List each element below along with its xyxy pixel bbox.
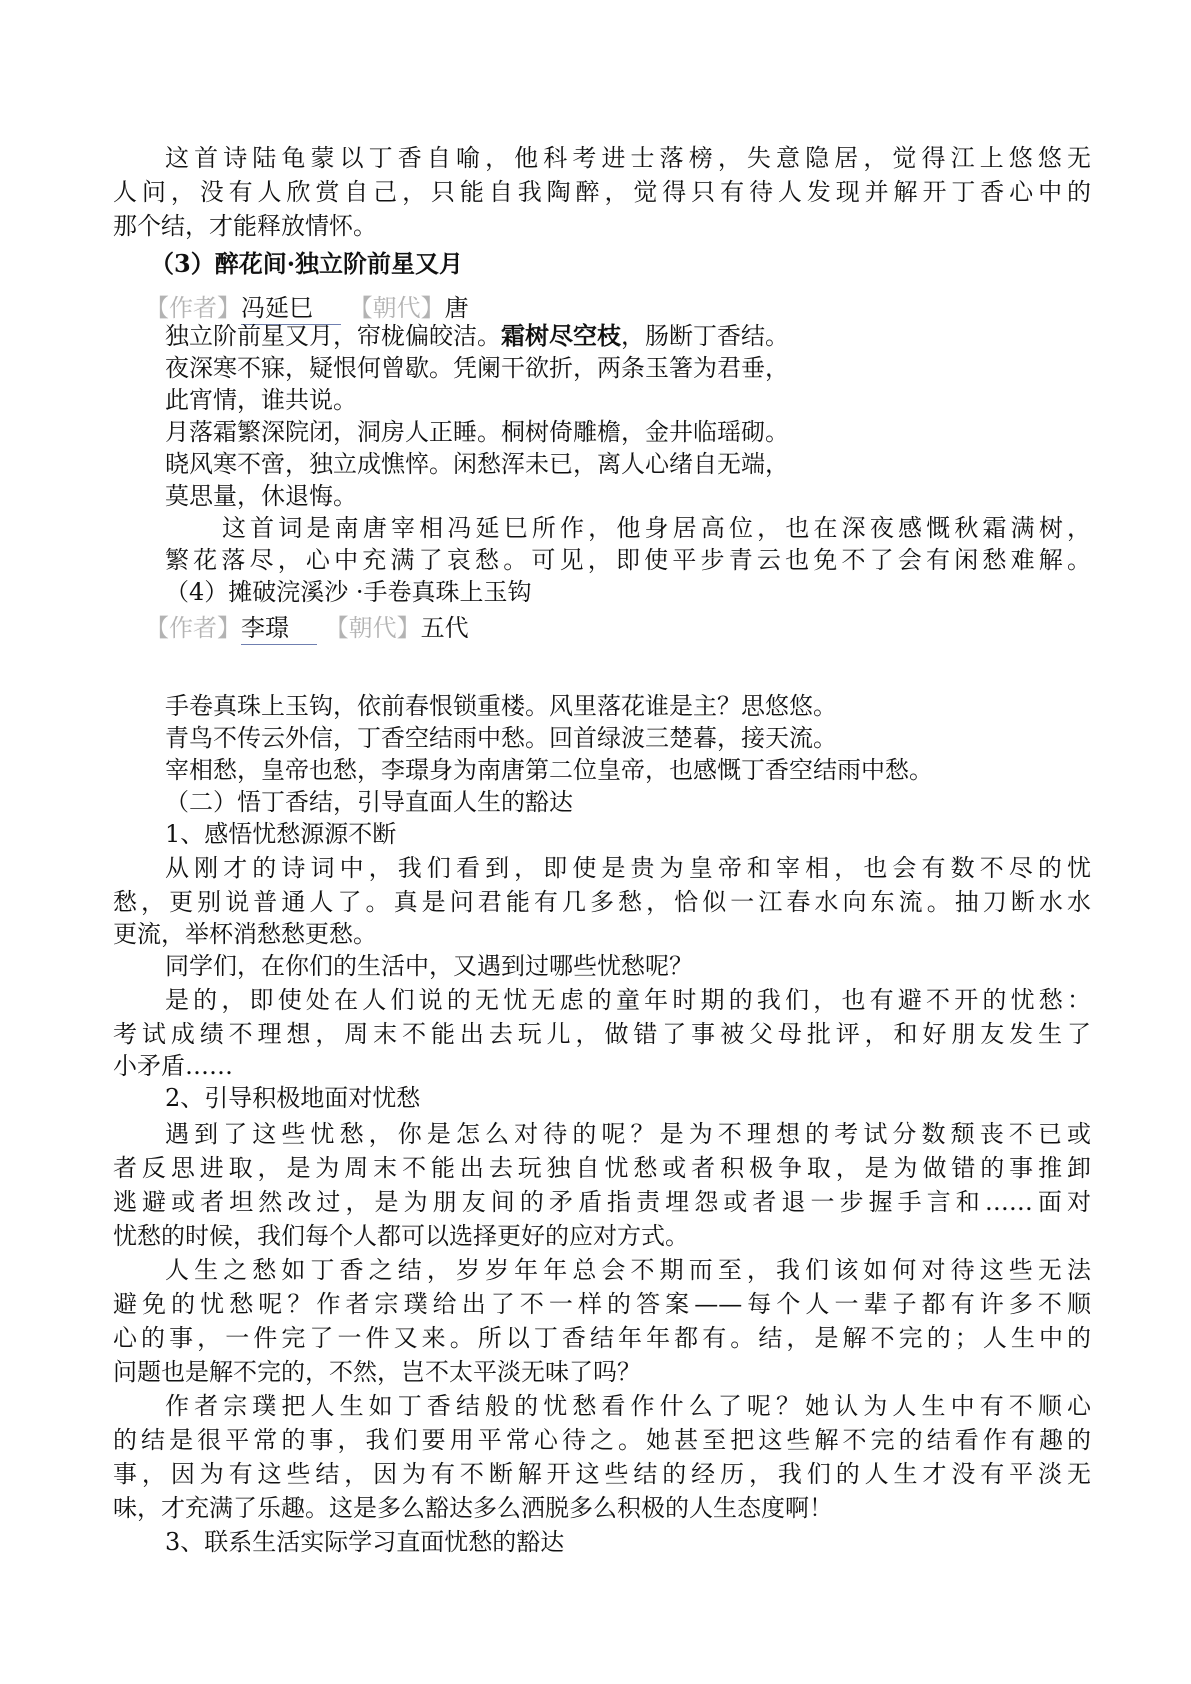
poem3-line-1-c: ，肠断丁香结。	[621, 322, 789, 350]
poem4-dynasty-label: 【朝代】	[324, 614, 421, 642]
poem4-meta	[145, 612, 469, 645]
poem3-dynasty: 唐	[444, 294, 469, 322]
section2-p6-line-2: 的结是很平常的事，我们要用平常心待之。她甚至把这些解不完的结看作有趣的	[113, 1426, 1091, 1454]
section2-p5-line-2: 避免的忧愁呢？作者宗璞给出了不一样的答案——每个人一辈子都有许多不顺	[113, 1290, 1091, 1318]
poem4-title: （4）摊破浣溪沙 ·手卷真珠上玉钩	[165, 578, 532, 606]
intro-line-3: 那个结，才能释放情怀。	[113, 212, 377, 240]
section2-title: （二）悟丁香结，引导直面人生的豁达	[165, 788, 573, 816]
poem3-author: 冯延巳	[241, 292, 341, 325]
intro-line-1: 这首诗陆龟蒙以丁香自喻，他科考进士落榜，失意隐居，觉得江上悠悠无	[165, 144, 1091, 172]
poem4-author: 李璟	[241, 612, 317, 645]
section2-sub3: 3、联系生活实际学习直面忧愁的豁达	[165, 1528, 565, 1556]
section2-p5-line-1: 人生之愁如丁香之结，岁岁年年总会不期而至，我们该如何对待这些无法	[165, 1256, 1091, 1284]
section2-p4-line-2: 者反思进取，是为周末不能出去玩独自忧愁或者积极争取，是为做错的事推卸	[113, 1154, 1091, 1182]
section2-p2: 同学们，在你们的生活中，又遇到过哪些忧愁呢？	[165, 952, 693, 980]
poem3-line-1-a: 独立阶前星又月，帘栊偏皎洁。	[165, 322, 501, 350]
section2-p6-line-1: 作者宗璞把人生如丁香结般的忧愁看作什么了呢？她认为人生中有不顺心	[165, 1392, 1091, 1420]
section2-p6-line-3: 事，因为有这些结，因为有不断解开这些结的经历，我们的人生才没有平淡无	[113, 1460, 1091, 1488]
section2-p3-line-1: 是的，即使处在人们说的无忧无虑的童年时期的我们，也有避不开的忧愁：	[165, 986, 1091, 1014]
poem4-comment-1: 宰相愁，皇帝也愁，李璟身为南唐第二位皇帝，也感慨丁香空结雨中愁。	[165, 756, 933, 784]
section2-p1-line-2: 愁，更别说普通人了。真是问君能有几多愁，恰似一江春水向东流。抽刀断水水	[113, 888, 1091, 916]
poem4-author-label: 【作者】	[145, 614, 241, 642]
poem3-line-1-b: 霜树尽空枝	[501, 321, 621, 350]
section2-p5-line-4: 问题也是解不完的，不然，岂不太平淡无味了吗？	[113, 1358, 641, 1386]
poem3-line-5: 晓风寒不啻，独立成憔悴。闲愁浑未已，离人心绪自无端，	[165, 450, 789, 478]
poem3-author-label: 【作者】	[145, 294, 241, 322]
poem4-line-1: 手卷真珠上玉钩，依前春恨锁重楼。风里落花谁是主？思悠悠。	[165, 692, 837, 720]
poem3-title: （3）醉花间·独立阶前星又月	[150, 249, 464, 278]
section2-p4-line-1: 遇到了这些忧愁，你是怎么对待的呢？是为不理想的考试分数颓丧不已或	[165, 1120, 1091, 1148]
section2-sub2: 2、引导积极地面对忧愁	[165, 1084, 421, 1112]
section2-sub1: 1、感悟忧愁源源不断	[165, 820, 397, 848]
section2-p4-line-3: 逃避或者坦然改过，是为朋友间的矛盾指责埋怨或者退一步握手言和……面对	[113, 1188, 1091, 1216]
poem3-line-3: 此宵情，谁共说。	[165, 386, 357, 414]
section2-p3-line-3: 小矛盾……	[113, 1052, 233, 1080]
section2-p4-line-4: 忧愁的时候，我们每个人都可以选择更好的应对方式。	[113, 1222, 689, 1250]
section2-p5-line-3: 心的事，一件完了一件又来。所以丁香结年年都有。结，是解不完的；人生中的	[113, 1324, 1091, 1352]
poem3-dynasty-label: 【朝代】	[348, 294, 445, 322]
poem3-comment-2: 繁花落尽，心中充满了哀愁。可见，即使平步青云也免不了会有闲愁难解。	[165, 546, 1091, 574]
poem3-line-1	[165, 320, 789, 352]
poem4-line-2: 青鸟不传云外信，丁香空结雨中愁。回首绿波三楚暮，接天流。	[165, 724, 837, 752]
poem4-dynasty: 五代	[420, 614, 469, 642]
section2-p1-line-3: 更流，举杯消愁愁更愁。	[113, 920, 377, 948]
intro-line-2: 人问，没有人欣赏自己，只能自我陶醉，觉得只有待人发现并解开丁香心中的	[113, 178, 1091, 206]
poem3-line-4: 月落霜繁深院闭，洞房人正睡。桐树倚雕檐，金井临瑶砌。	[165, 418, 789, 446]
poem3-line-2: 夜深寒不寐，疑恨何曾歇。凭阑干欲折，两条玉箸为君垂，	[165, 354, 789, 382]
section2-p6-line-4: 味，才充满了乐趣。这是多么豁达多么洒脱多么积极的人生态度啊！	[113, 1494, 833, 1522]
section2-p1-line-1: 从刚才的诗词中，我们看到，即使是贵为皇帝和宰相，也会有数不尽的忧	[165, 854, 1091, 882]
section2-p3-line-2: 考试成绩不理想，周末不能出去玩儿，做错了事被父母批评，和好朋友发生了	[113, 1020, 1091, 1048]
poem3-line-6: 莫思量，休退悔。	[165, 482, 357, 510]
poem3-comment-1: 这首词是南唐宰相冯延巳所作，他身居高位，也在深夜感慨秋霜满树，	[222, 514, 1091, 542]
